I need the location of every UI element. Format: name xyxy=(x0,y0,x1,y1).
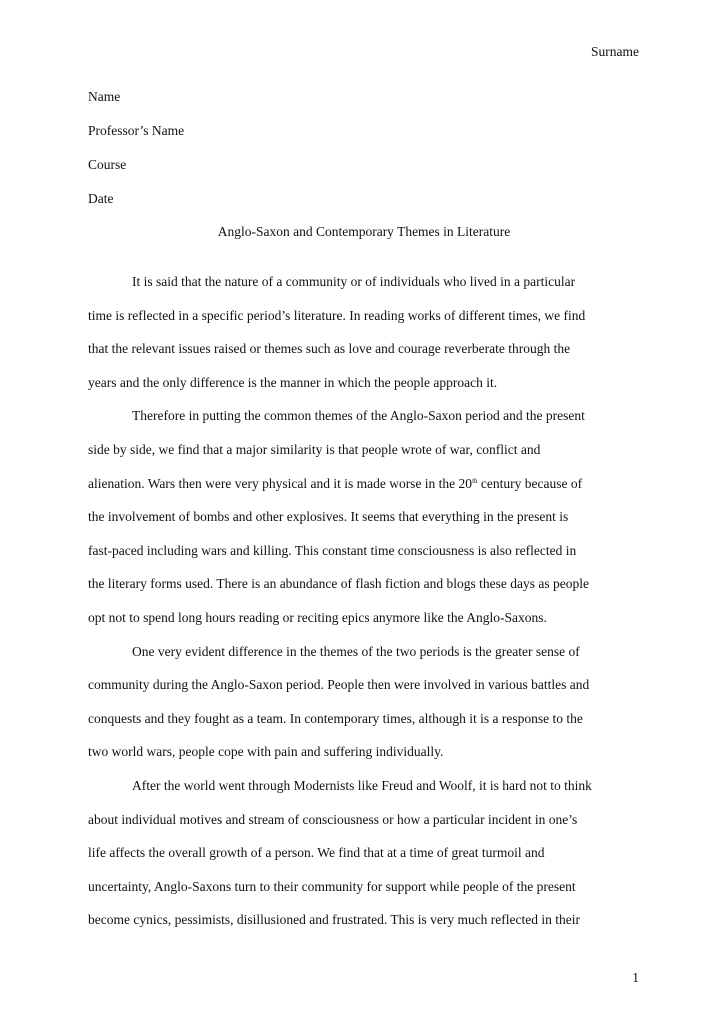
body-line: that the relevant issues raised or themes such as love and courage reverberate through the xyxy=(88,341,571,357)
body-line: time is reflected in a specific period’s literature. In reading works of different times, we find xyxy=(88,307,586,323)
student-heading xyxy=(88,88,184,224)
ordinal-superscript: th xyxy=(472,476,478,485)
essay-title: Anglo-Saxon and Contemporary Themes in Literature xyxy=(217,224,511,239)
body-line-text: alienation. Wars then were very physical and it is made worse in the 20 xyxy=(88,475,473,491)
body-line: the literary forms used. There is an abundance of flash fiction and blogs these days as people xyxy=(88,576,589,592)
body-line: It is said that the nature of a community or of individuals who lived in a particular xyxy=(132,274,576,289)
body-line: years and the only difference is the manner in which the people approach it. xyxy=(88,374,498,390)
body-line: life affects the overall growth of a person. We find that at a time of great turmoil and xyxy=(88,845,545,861)
date: Date xyxy=(88,191,114,206)
body-line: community during the Anglo-Saxon period. People then were involved in various battles and xyxy=(88,677,590,693)
body-line-text: century because of xyxy=(477,475,583,491)
body-line: the involvement of bombs and other explosives. It seems that everything in the present is xyxy=(88,509,569,525)
running-header-surname: Surname xyxy=(591,44,639,59)
body-line: conquests and they fought as a team. In contemporary times, although it is a response to the xyxy=(88,710,583,726)
page-number: 1 xyxy=(632,970,639,985)
body-line: fast-paced including wars and killing. This constant time consciousness is also reflected in xyxy=(88,542,577,558)
body-line: One very evident difference in the themes of the two periods is the greater sense of xyxy=(132,643,580,659)
body-line: become cynics, pessimists, disillusioned and frustrated. This is very much reflected in their xyxy=(88,912,581,928)
student-name: Name xyxy=(88,89,121,104)
body-line: After the world went through Modernists like Freud and Woolf, it is hard not to think xyxy=(132,777,592,793)
body-line: two world wars, people cope with pain and suffering individually. xyxy=(88,744,444,760)
essay-body xyxy=(88,273,648,945)
professor-name: Professor’s Name xyxy=(88,123,185,138)
body-line: opt not to spend long hours reading or reciting epics anymore like the Anglo-Saxons. xyxy=(88,609,547,625)
body-line: uncertainty, Anglo-Saxons turn to their community for support while people of the present xyxy=(88,878,576,894)
body-line: side by side, we find that a major similarity is that people wrote of war, conflict and xyxy=(88,441,541,457)
body-line: Therefore in putting the common themes of the Anglo-Saxon period and the present xyxy=(132,408,585,424)
body-line: about individual motives and stream of consciousness or how a particular incident in one’s xyxy=(88,811,578,827)
body-line xyxy=(88,475,648,509)
course-name: Course xyxy=(88,157,127,172)
